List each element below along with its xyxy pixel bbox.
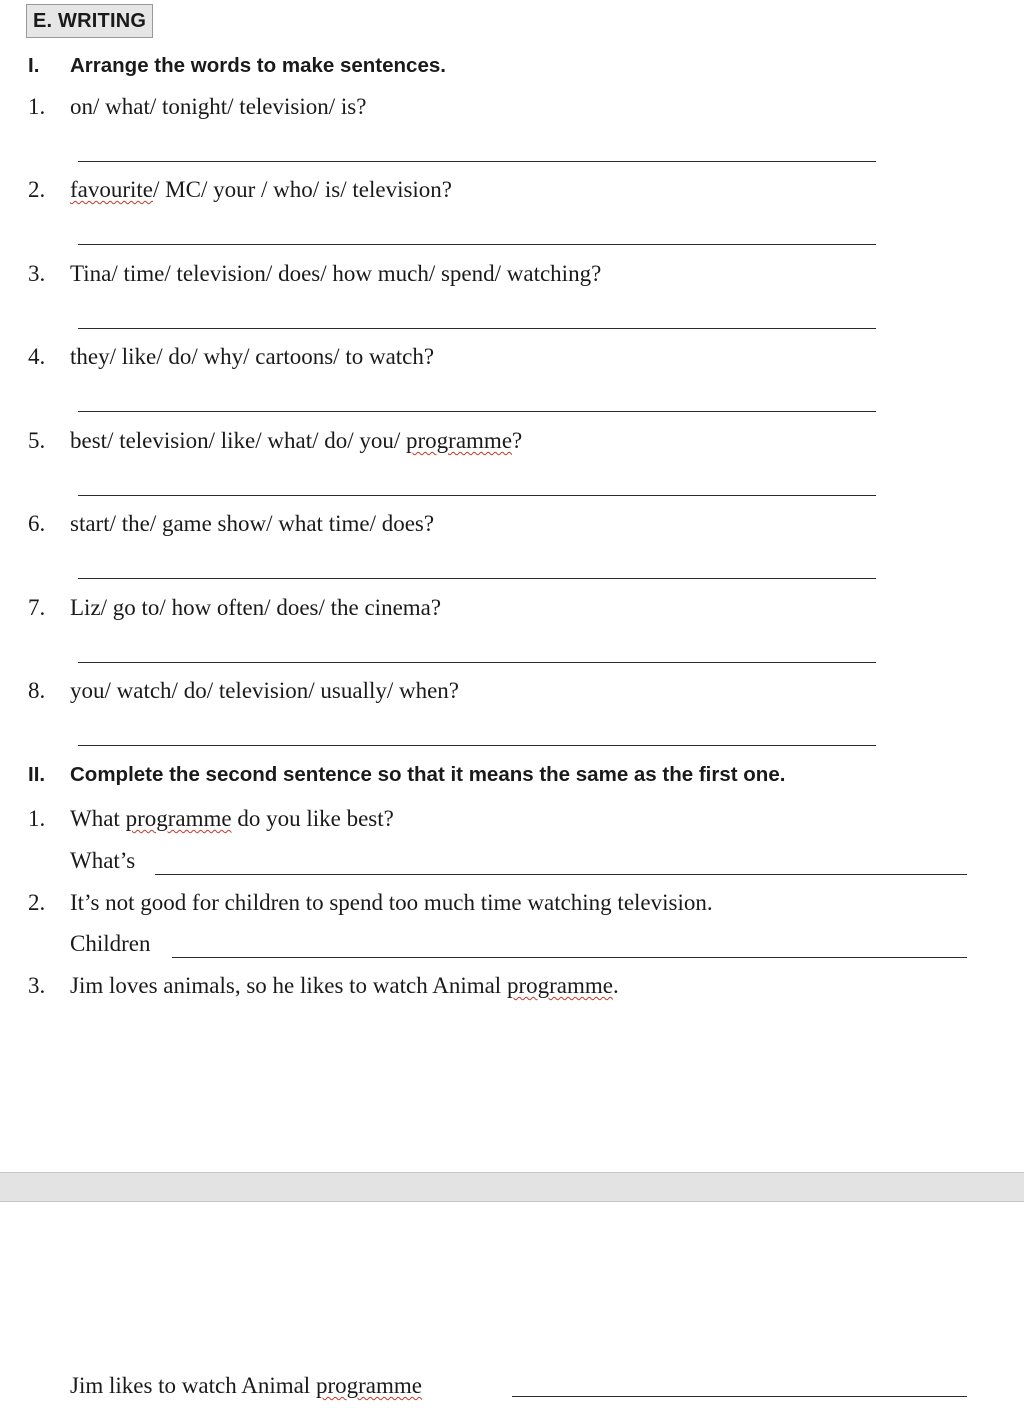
item-number: 6. [28, 511, 46, 536]
exercise-prompt: It’s not good for children to spend too much time watching television. [70, 890, 713, 915]
answer-line[interactable] [78, 745, 876, 746]
exercise-prompt: Liz/ go to/ how often/ does/ the cinema? [70, 595, 442, 620]
answer-line[interactable] [512, 1396, 967, 1397]
section-2-numeral: II. [28, 763, 46, 786]
prompt-text: / MC/ your / who/ is/ television? [153, 177, 453, 202]
item-number: 1. [28, 94, 46, 119]
item-number: 7. [28, 595, 46, 620]
answer-line[interactable] [78, 328, 876, 329]
item-number: 3. [28, 261, 46, 286]
prompt-text: . [612, 973, 619, 998]
answer-line[interactable] [155, 874, 967, 875]
exercise-prompt: they/ like/ do/ why/ cartoons/ to watch? [70, 344, 435, 369]
item-number: 3. [28, 973, 46, 998]
exercise-prompt: on/ what/ tonight/ television/ is? [70, 94, 367, 119]
prompt-text: ? [512, 428, 523, 453]
exercise-prompt [70, 972, 619, 1000]
section-1-title: Arrange the words to make sentences. [70, 54, 446, 77]
section-2-title: Complete the second sentence so that it means the same as the first one. [70, 763, 786, 786]
answer-line[interactable] [78, 244, 876, 245]
item-number: 5. [28, 428, 46, 453]
spelling-flagged-word: programme [125, 806, 232, 831]
exercise-prompt [70, 427, 522, 455]
spelling-flagged-word: programme [506, 973, 613, 998]
prompt-text: Jim likes to watch Animal [70, 1373, 316, 1398]
section-heading: E. WRITING [26, 4, 153, 38]
answer-line[interactable] [78, 578, 876, 579]
answer-line[interactable] [78, 495, 876, 496]
sentence-starter: What’s [70, 848, 136, 873]
answer-line[interactable] [78, 411, 876, 412]
prompt-text: best/ television/ like/ what/ do/ you/ [70, 428, 407, 453]
spelling-flagged-word: programme [406, 428, 513, 453]
exercise-prompt: start/ the/ game show/ what time/ does? [70, 511, 435, 536]
answer-line[interactable] [172, 957, 967, 958]
sentence-starter: Children [70, 931, 151, 956]
exercise-prompt: you/ watch/ do/ television/ usually/ when? [70, 678, 460, 703]
item-number: 1. [28, 806, 46, 831]
exercise-prompt [70, 176, 452, 204]
prompt-text: Jim loves animals, so he likes to watch Animal [70, 973, 507, 998]
exercise-prompt [70, 805, 394, 833]
item-number: 2. [28, 177, 46, 202]
prompt-text: What [70, 806, 126, 831]
page-break [0, 1172, 1024, 1202]
sentence-starter [70, 1372, 422, 1400]
answer-line[interactable] [78, 662, 876, 663]
spelling-flagged-word: programme [315, 1373, 422, 1398]
spelling-flagged-word: favourite [70, 177, 154, 202]
item-number: 8. [28, 678, 46, 703]
prompt-text: do you like best? [231, 806, 394, 831]
item-number: 4. [28, 344, 46, 369]
item-number: 2. [28, 890, 46, 915]
exercise-prompt: Tina/ time/ television/ does/ how much/ spend/ watching? [70, 261, 602, 286]
section-1-numeral: I. [28, 54, 40, 77]
answer-line[interactable] [78, 161, 876, 162]
